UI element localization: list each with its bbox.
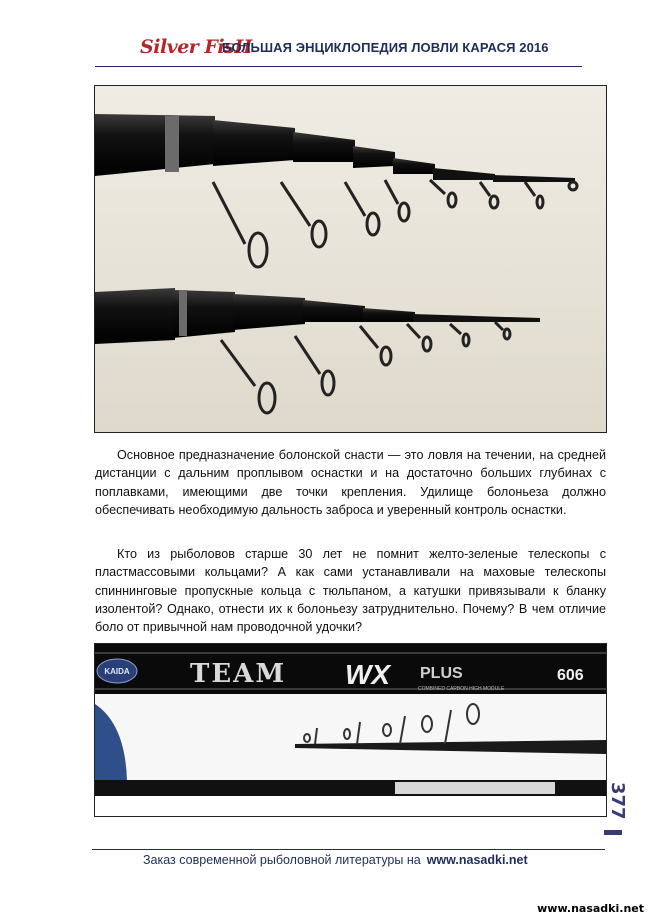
paragraph-1-text: Основное предназначение болонской снасти — это ловля на течении, на средней дистанции с дальним проплывом оснастки и на достаточно больших глубинах с поплавками, имеющими две точки крепления. Удилище болоньеза должно обеспечивать необходимую дальность заброса и уверенный контроль оснастки.	[95, 448, 606, 517]
telescopic-rods-illustration	[95, 86, 606, 432]
model-subtext: COMBINED CARBON HIGH MODULE	[418, 686, 505, 692]
rod-label-photo	[94, 643, 607, 817]
page-footer	[143, 853, 528, 867]
page-number: 377	[607, 782, 628, 820]
paragraph-2	[95, 545, 606, 636]
paragraph-1	[95, 446, 606, 519]
footer-divider	[92, 849, 605, 850]
page-number-tab	[604, 830, 622, 835]
footer-site-link[interactable]: www.nasadki.net	[426, 853, 528, 867]
model-number: 606	[557, 667, 584, 684]
publisher-logo: Silver FisH	[140, 36, 252, 58]
rods-photo-top	[94, 85, 607, 433]
lower-rod	[95, 288, 540, 413]
watermark: www.nasadki.net	[537, 902, 644, 915]
model-plus: PLUS	[420, 665, 463, 682]
paragraph-2-text: Кто из рыболовов старше 30 лет не помнит желто-зеленые телескопы с пластмассовыми кольцами? А как сами устанавливали на маховые телескопы спиннинговые пропускные кольца с тюльпаном, а катушки привязывали к бланку изолентой? Однако, отнести их к болоньезу затруднительно. Почему? В чем отличие боло от привычной нам проводочной удочки?	[95, 547, 606, 635]
upper-rod	[95, 114, 577, 267]
page-header	[140, 36, 580, 62]
header-divider	[95, 66, 582, 67]
rod-label-illustration	[95, 644, 606, 816]
brand-label: KAIDA	[104, 667, 130, 676]
model-team: TEAM	[190, 659, 287, 689]
model-wx: WX	[345, 659, 391, 690]
footer-text: Заказ современной рыболовной литературы на	[143, 853, 421, 867]
header-title: БОЛЬШАЯ ЭНЦИКЛОПЕДИЯ ЛОВЛИ КАРАСЯ 2016	[222, 40, 549, 55]
